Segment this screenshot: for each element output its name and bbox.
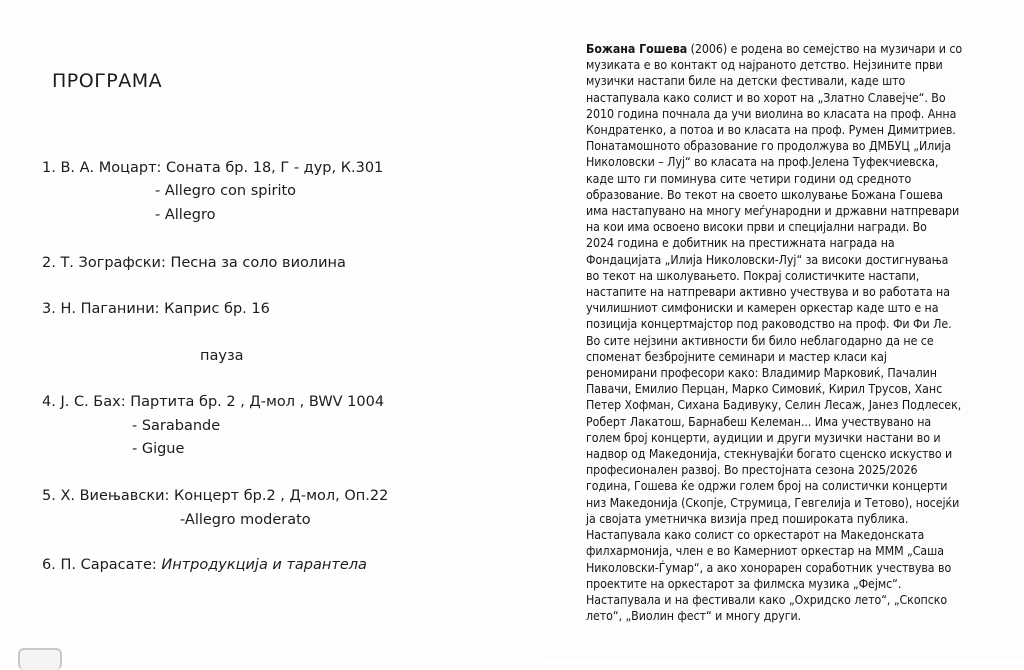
bio-line: настапувала како солист и во хорот на „Златно Славејче“. Во: [586, 90, 946, 105]
program-title: ПРОГРАМА: [52, 70, 163, 92]
bio-line: споменат безбројните семинари и мастер класи кај: [586, 349, 887, 364]
item-number: 5.: [42, 488, 56, 504]
performer-name: Божана Гошева: [586, 42, 688, 56]
bio-line: Петер Хофман, Сихана Бадивуку, Селин Лесаж, Јанез Подлесек,: [586, 398, 962, 413]
bio-first-line: [586, 41, 1006, 57]
bio-line: позиција концертмајстор под раководство на проф. Фи Фи Ле.: [586, 317, 952, 332]
bio-line: образование. Во текот на своето школување Божана Гошева: [586, 187, 943, 202]
item-composer: П. Сарасате:: [60, 557, 157, 573]
bio-line: година, Гошева ќе одржи голем број на солистички концерти: [586, 479, 948, 494]
item-composer: Н. Паганини:: [60, 301, 160, 317]
program-item-4: [42, 393, 384, 411]
bio-line: Настапувала како солист со оркестарот на Македонската: [586, 528, 925, 543]
bio-line: настапите на натпревари активно учествува и во работата на: [586, 285, 950, 300]
bio-line: каде што ги поминува сите четири години од средното: [586, 171, 912, 186]
bio-line: голем број концерти, аудиции и други музички настани во и: [586, 430, 941, 445]
intermission-label: пауза: [200, 348, 244, 364]
bio-line: ја својата уметничка визија пред пошироката публика.: [586, 511, 909, 526]
bio-line: Николовски – Луј“ во класата на проф.Јелена Туфекчиевска,: [586, 155, 939, 170]
bio-line: училишниот симфониски и камерен оркестар каде што е на: [586, 301, 939, 316]
item-work: Концерт бр.2 , Д-мол, Оп.22: [174, 488, 389, 504]
bio-line: Николовски-Ѓумар“, а ако хонорарен соработник учествува во: [586, 560, 952, 575]
bio-line: професионален развој. Во престојната сезона 2025/2026: [586, 463, 918, 478]
item-number: 2.: [42, 255, 56, 271]
movement-line: - Allegro: [155, 207, 216, 223]
item-number: 3.: [42, 301, 56, 317]
bio-line: Павачи, Емилио Перцан, Марко Симовиќ, Кирил Трусов, Ханс: [586, 382, 943, 397]
bio-line: Настапувала и на фестивали како „Охридско лето“, „Скопско: [586, 592, 948, 607]
program-item-5: [42, 487, 388, 505]
program-item-2: [42, 254, 346, 272]
item-composer: J. С. Бах:: [60, 394, 126, 410]
bio-line: низ Македонија (Скопје, Струмица, Гевгелија и Тетово), носејќи: [586, 495, 960, 510]
item-composer: Т. Зографски:: [60, 255, 166, 271]
program-item-6: [42, 556, 367, 574]
bio-line: проектите на оркестарот за филмска музика „Фејмс“.: [586, 576, 902, 591]
bio-line: Во сите нејзини активности би било неблагодарно да не се: [586, 333, 934, 348]
item-number: 6.: [42, 557, 56, 573]
bio-line: филхармонија, член е во Камерниот оркестар на МММ „Саша: [586, 544, 944, 559]
movement-line: - Allegro con spirito: [155, 183, 297, 199]
item-work: Песна за соло виолина: [170, 255, 346, 271]
bio-line: музиката е во контакт од најраното детство. Нејзините први: [586, 58, 943, 73]
movement-line: - Sarabande: [132, 418, 221, 434]
bio-line: Понатамошното образование го продолжува во ДМБУЦ „Илија: [586, 139, 952, 154]
program-item-3: [42, 300, 270, 318]
item-work: Партита бр. 2 , Д-мол , BWV 1004: [130, 394, 385, 410]
item-work: Интродукција и тарантела: [161, 557, 367, 573]
bio-line: во текот на школувањето. Покрај солистичките настапи,: [586, 268, 920, 283]
item-composer: Х. Виењавски:: [60, 488, 170, 504]
biography-text: [586, 41, 1006, 624]
program-item-1: [42, 159, 383, 177]
item-work: Соната бр. 18, Г - дур, К.301: [166, 160, 384, 176]
bio-line: Фондацијата „Илија Николовски-Луј“ за високи достигнувања: [586, 252, 949, 267]
bio-line: Кондратенко, а потоа и во класата на проф. Румен Димитриев.: [586, 123, 956, 138]
item-work: Каприс бр. 16: [164, 301, 270, 317]
corner-fragment: [18, 648, 62, 670]
bio-line: реномирани професори како: Владимир Марковиќ, Пачалин: [586, 366, 937, 381]
bio-line: (2006) е родена во семејство на музичари и со: [687, 42, 963, 56]
bio-line: лето“, „Виолин фест“ и многу други.: [586, 609, 802, 624]
movement-line: - Gigue: [132, 441, 185, 457]
item-number: 1.: [42, 160, 56, 176]
bio-line: музички настапи биле на детски фестивали, каде што: [586, 74, 906, 89]
item-number: 4.: [42, 394, 56, 410]
bio-line: има настапувано на многу меѓународни и државни натпревари: [586, 204, 960, 219]
bio-line: 2010 година почнала да учи виолина во класата на проф. Анна: [586, 106, 957, 121]
movement-line: -Allegro moderato: [180, 512, 311, 528]
bio-line: 2024 година е добитник на престижната награда на: [586, 236, 895, 251]
bio-line: Роберт Лакатош, Барнабеш Келеман... Има учествувано на: [586, 414, 932, 429]
bio-line: надвор од Македонија, стекнувајќи богато сценско искуство и: [586, 447, 953, 462]
bio-line: на кои има освоено високи први и специјални награди. Во: [586, 220, 927, 235]
item-composer: В. А. Моцарт:: [60, 160, 162, 176]
